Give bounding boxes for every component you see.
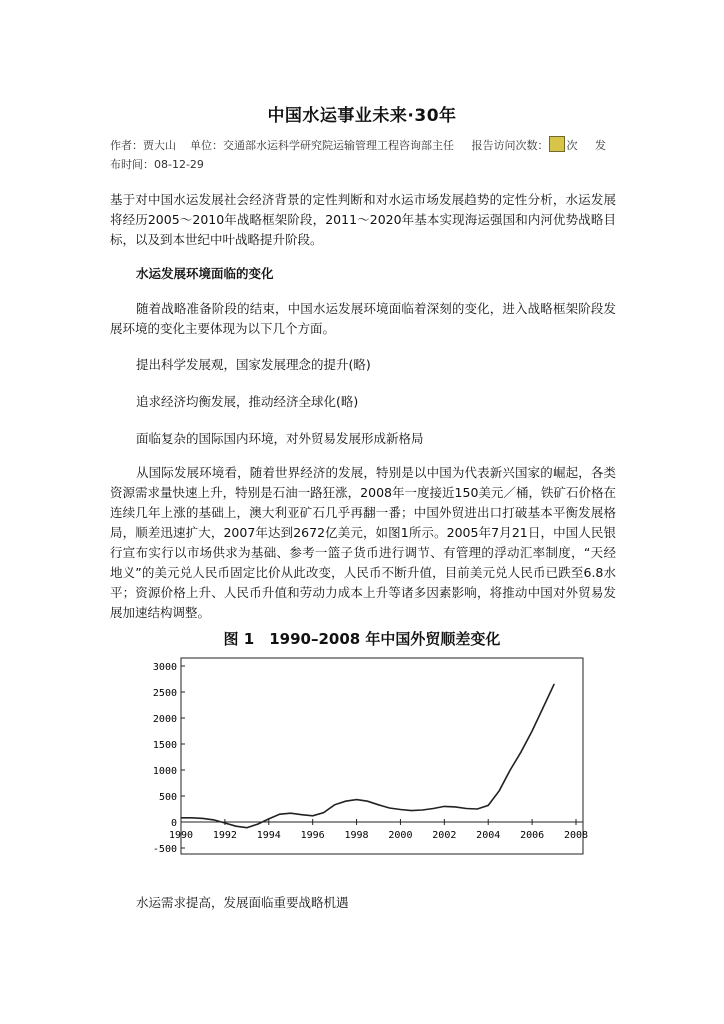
intro-paragraph: 基于对中国水运发展社会经济背景的定性判断和对水运市场发展趋势的定性分析，水运发展将经历2005～2010年战略框架阶段，2011～2020年基本实现海运强国和内河优势战略目标，以及到本世纪中叶战略提升阶段。 bbox=[110, 192, 616, 247]
visits-suffix: 次 bbox=[566, 139, 578, 152]
data-point bbox=[268, 818, 269, 819]
data-point bbox=[411, 810, 412, 811]
data-point bbox=[213, 819, 214, 820]
data-point bbox=[444, 806, 445, 807]
visit-counter-icon bbox=[549, 136, 565, 152]
data-point bbox=[180, 817, 181, 818]
publish-date: 08-12-29 bbox=[154, 158, 204, 171]
data-point bbox=[202, 818, 203, 819]
x-tick-label: 2002 bbox=[432, 830, 457, 841]
data-point bbox=[510, 769, 511, 770]
data-point bbox=[312, 815, 313, 816]
surplus-series-line bbox=[181, 684, 554, 828]
unit-name: 交通部水运科学研究院运输管理工程咨询部主任 bbox=[223, 139, 454, 152]
data-point bbox=[246, 827, 247, 828]
date-label: 发布时间： bbox=[110, 139, 606, 171]
article-title: 中国水运事业未来·30年 bbox=[267, 106, 457, 126]
figure-title: 图 1 1990–2008 年中国外贸顺差变化 bbox=[223, 630, 501, 648]
data-point bbox=[334, 804, 335, 805]
section-heading: 水运发展环境面临的变化 bbox=[136, 266, 274, 281]
data-point bbox=[477, 808, 478, 809]
x-tick-label: 2006 bbox=[520, 830, 545, 841]
x-tick-label: 2004 bbox=[476, 830, 501, 841]
x-tick-label: 1990 bbox=[168, 830, 194, 841]
unit-label: 单位： bbox=[190, 139, 223, 152]
data-point bbox=[191, 817, 192, 818]
author-name: 贾大山 bbox=[143, 139, 176, 152]
data-point bbox=[235, 826, 236, 827]
y-tick-label: 1500 bbox=[152, 740, 177, 751]
visits-label: 报告访问次数： bbox=[471, 139, 549, 152]
y-tick-label: 500 bbox=[158, 792, 177, 803]
y-tick-label: 3000 bbox=[152, 662, 177, 673]
article-meta bbox=[110, 136, 615, 174]
author-label: 作者： bbox=[110, 139, 143, 152]
x-tick-label: 2000 bbox=[388, 830, 413, 841]
data-point bbox=[345, 801, 346, 802]
data-point bbox=[499, 790, 500, 791]
data-point bbox=[433, 808, 434, 809]
data-point bbox=[455, 806, 456, 807]
data-point bbox=[389, 807, 390, 808]
data-point bbox=[356, 799, 357, 800]
data-point bbox=[378, 804, 379, 805]
x-tick-label: 1992 bbox=[212, 830, 237, 841]
data-point bbox=[400, 809, 401, 810]
x-tick-label: 2008 bbox=[563, 830, 588, 841]
list-item-3: 面临复杂的国际国内环境，对外贸易发展形成新格局 bbox=[136, 431, 424, 446]
paragraph-2: 从国际发展环境看，随着世界经济的发展，特别是以中国为代表新兴国家的崛起，各类资源需求量快速上升，特别是石油一路狂涨，2008年一度接近150美元／桶，铁矿石价格在连续几年上涨的基础上，澳大利亚矿石几乎再翻一番；中国外贸进出口打破基本平衡发展格局，顺差迅速扩大，2007年达到2672亿美元，如图1所示。2005年7月21日，中国人民银行宣布实行以市场供求为基础、参考一篮子货币进行调节、有管理的浮动汇率制度，“天经地义”的美元兑人民币固定比价从此改变，人民币不断升值，目前美元兑人民币已跌至6.8水平；资源价格上升、人民币升值和劳动力成本上升等诸多因素影响，将推动中国对外贸易发展加速结构调整。 bbox=[110, 465, 616, 620]
y-tick-label: 2000 bbox=[152, 714, 177, 725]
paragraph-1: 随着战略准备阶段的结束，中国水运发展环境面临着深刻的变化，进入战略框架阶段发展环境的变化主要体现为以下几个方面。 bbox=[110, 301, 616, 336]
data-point bbox=[367, 801, 368, 802]
list-item-1: 提出科学发展观，国家发展理念的提升(略) bbox=[136, 357, 371, 372]
trade-surplus-chart bbox=[138, 652, 588, 862]
y-tick-label: -500 bbox=[152, 844, 177, 855]
data-point bbox=[422, 809, 423, 810]
data-point bbox=[301, 814, 302, 815]
x-tick-label: 1998 bbox=[344, 830, 369, 841]
data-point bbox=[532, 730, 533, 731]
y-tick-label: 0 bbox=[170, 818, 177, 829]
x-tick-label: 1994 bbox=[256, 830, 281, 841]
data-point bbox=[542, 707, 543, 708]
data-point bbox=[466, 808, 467, 809]
y-tick-label: 1000 bbox=[152, 766, 177, 777]
data-point bbox=[488, 805, 489, 806]
data-point bbox=[323, 812, 324, 813]
section-caption: 水运需求提高，发展面临重要战略机遇 bbox=[136, 895, 349, 910]
data-point bbox=[290, 813, 291, 814]
list-item-2: 追求经济均衡发展，推动经济全球化(略) bbox=[136, 394, 359, 409]
data-point bbox=[521, 751, 522, 752]
data-point bbox=[224, 822, 225, 823]
data-point bbox=[257, 823, 258, 824]
plot-frame bbox=[181, 658, 583, 854]
data-point bbox=[553, 684, 554, 685]
data-point bbox=[279, 814, 280, 815]
y-tick-label: 2500 bbox=[152, 688, 177, 699]
x-tick-label: 1996 bbox=[300, 830, 325, 841]
